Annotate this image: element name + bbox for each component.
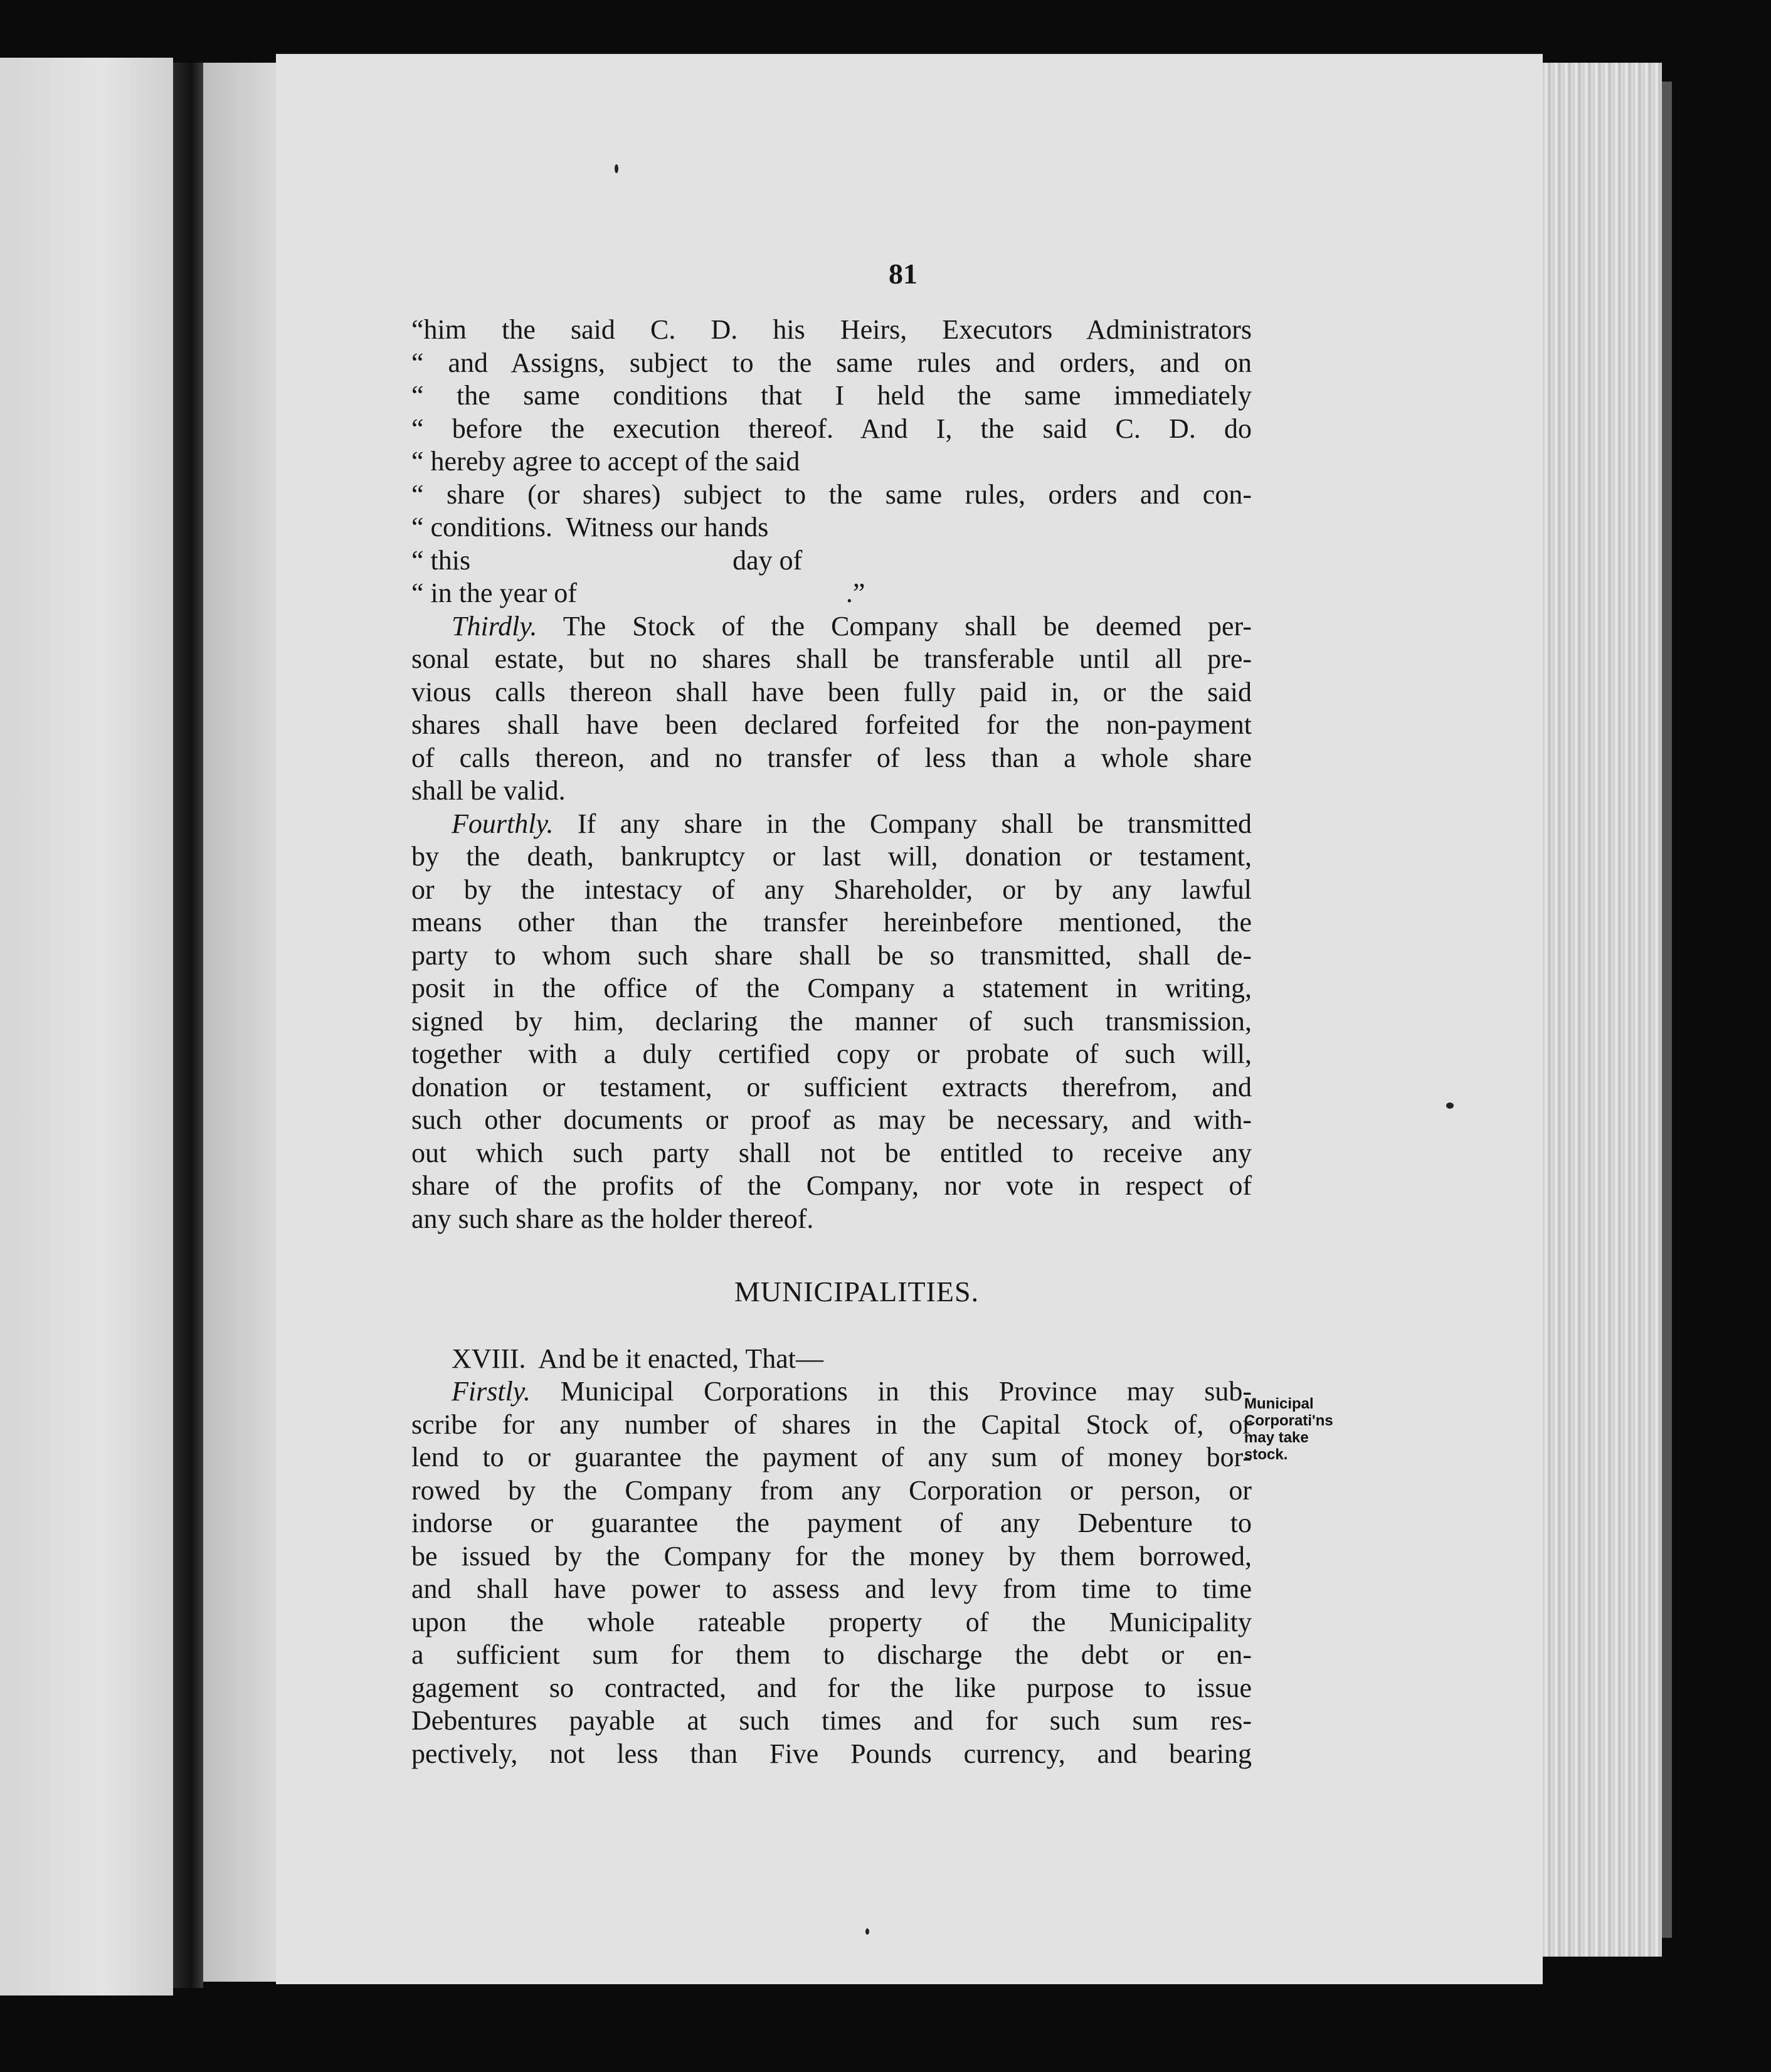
paragraph-line: any such share as the holder thereof. bbox=[411, 1203, 814, 1234]
paragraph-line: Firstly. Municipal Corporations in this Province may sub- bbox=[452, 1376, 1252, 1407]
paragraph-line: shall be valid. bbox=[411, 775, 566, 806]
margin-note bbox=[1244, 1395, 1370, 1463]
paragraph-line: lend to or guarantee the payment of any sum of money bor- bbox=[411, 1442, 1252, 1472]
paragraph-line: Debentures payable at such times and for such sum res- bbox=[411, 1705, 1252, 1736]
page-number: 81 bbox=[889, 258, 917, 290]
paragraph-thirdly bbox=[411, 610, 1252, 808]
gutter-shadow bbox=[203, 63, 282, 1982]
paragraph-line: of calls thereon, and no transfer of less than a whole share bbox=[411, 742, 1252, 773]
ink-speck bbox=[1446, 1102, 1454, 1109]
quote-line: “him the said C. D. his Heirs, Executors Administrators bbox=[411, 314, 1252, 345]
ink-speck bbox=[615, 164, 618, 173]
section-xviii bbox=[411, 1343, 1252, 1771]
paragraph-line: shares shall have been declared forfeited for the non-payment bbox=[411, 709, 1252, 740]
paragraph-line: party to whom such share shall be so transmitted, shall de- bbox=[411, 939, 1252, 971]
section-intro: XVIII. And be it enacted, That— bbox=[452, 1343, 824, 1374]
paragraph-line: scribe for any number of shares in the Capital Stock of, or bbox=[411, 1409, 1252, 1440]
paragraph-line: posit in the office of the Company a statement in writing, bbox=[411, 973, 1252, 1003]
paragraph-label: Thirdly. bbox=[452, 610, 537, 642]
section-heading: MUNICIPALITIES. bbox=[734, 1276, 980, 1308]
book-gutter bbox=[173, 63, 203, 1988]
paragraph-line: pectively, not less than Five Pounds currency, and bearing bbox=[411, 1738, 1252, 1769]
paragraph-line: share of the profits of the Company, nor vote in respect of bbox=[411, 1170, 1252, 1201]
quote-line: “ hereby agree to accept of the said bbox=[411, 446, 800, 477]
paragraph-line: rowed by the Company from any Corporation or person, or bbox=[411, 1474, 1252, 1506]
margin-note-line: may take bbox=[1244, 1429, 1309, 1446]
paragraph-line: vious calls thereon shall have been fully paid in, or the said bbox=[411, 676, 1252, 707]
paragraph-line: such other documents or proof as may be necessary, and with- bbox=[411, 1104, 1252, 1135]
quote-line: “ the same conditions that I held the same immediately bbox=[411, 380, 1252, 411]
paragraph-line: by the death, bankruptcy or last will, donation or testament, bbox=[411, 841, 1252, 872]
paragraph-line: Fourthly. If any share in the Company shall be transmitted bbox=[452, 808, 1252, 839]
paragraph-line: together with a duly certified copy or probate of such will, bbox=[411, 1039, 1252, 1069]
facing-page-left bbox=[0, 58, 173, 1995]
quoted-form bbox=[411, 314, 1252, 610]
margin-note-line: Municipal bbox=[1244, 1395, 1314, 1412]
margin-note-line: Corporati'ns bbox=[1244, 1412, 1333, 1429]
ink-speck bbox=[865, 1928, 869, 1935]
quote-line: “ in the year of .” bbox=[411, 578, 865, 608]
paragraph-label: Fourthly. bbox=[452, 808, 554, 839]
paragraph-line: Thirdly. The Stock of the Company shall be deemed per- bbox=[452, 610, 1252, 642]
paragraph-label: Firstly. bbox=[452, 1376, 531, 1407]
page-edges-shadow bbox=[1662, 82, 1672, 1938]
paragraph-fourthly bbox=[411, 808, 1252, 1236]
paragraph-line: be issued by the Company for the money by them borrowed, bbox=[411, 1540, 1252, 1572]
paragraph-line: indorse or guarantee the payment of any Debenture to bbox=[411, 1508, 1252, 1538]
quote-line: “ before the execution thereof. And I, the said C. D. do bbox=[411, 413, 1252, 444]
paragraph-line: gagement so contracted, and for the like purpose to issue bbox=[411, 1672, 1252, 1703]
paragraph-line: sonal estate, but no shares shall be transferable until all pre- bbox=[411, 643, 1252, 674]
body-text bbox=[411, 314, 1252, 1770]
paragraph-line: upon the whole rateable property of the Municipality bbox=[411, 1606, 1252, 1637]
margin-note-line: stock. bbox=[1244, 1446, 1288, 1463]
quote-line: “ this day of bbox=[411, 544, 803, 576]
paragraph-line: means other than the transfer hereinbefore mentioned, the bbox=[411, 907, 1252, 938]
paragraph-line: a sufficient sum for them to discharge the debt or en- bbox=[411, 1639, 1252, 1670]
quote-line: “ share (or shares) subject to the same rules, orders and con- bbox=[411, 478, 1252, 510]
paragraph-line: or by the intestacy of any Shareholder, or by any lawful bbox=[411, 874, 1252, 905]
quote-line: “ and Assigns, subject to the same rules and orders, and on bbox=[411, 347, 1252, 378]
paragraph-line: donation or testament, or sufficient extracts therefrom, and bbox=[411, 1071, 1252, 1102]
paragraph-line: and shall have power to assess and levy from time to time bbox=[411, 1573, 1252, 1604]
paragraph-line: out which such party shall not be entitled to receive any bbox=[411, 1137, 1252, 1168]
page-edges bbox=[1543, 63, 1662, 1957]
quote-line: “ conditions. Witness our hands bbox=[411, 512, 769, 542]
paragraph-line: signed by him, declaring the manner of such transmission, bbox=[411, 1005, 1252, 1037]
